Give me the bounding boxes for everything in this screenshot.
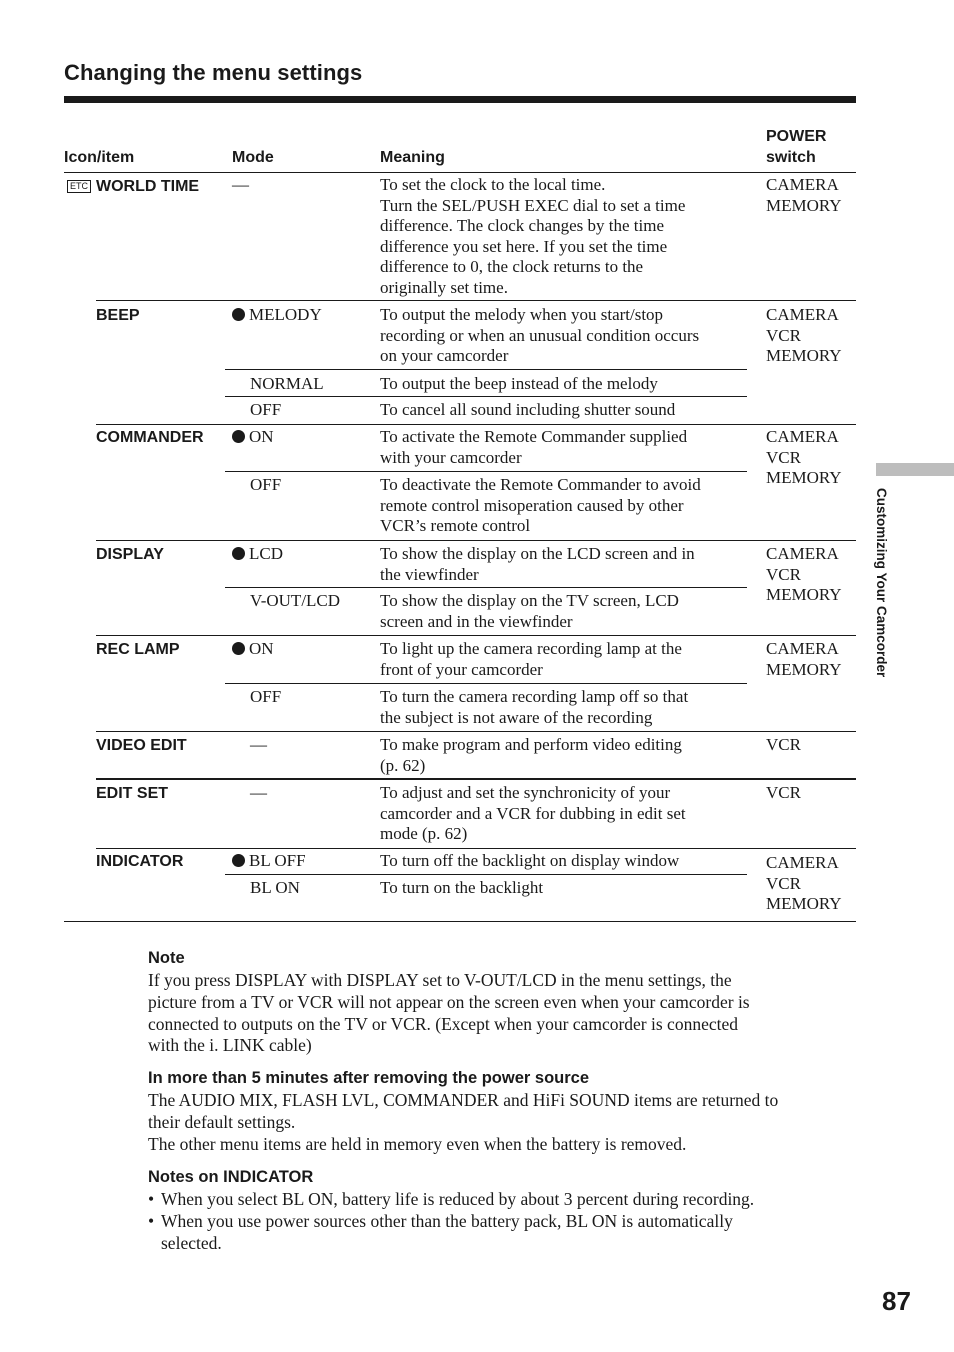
mode-value: ON (232, 639, 274, 660)
mode-value: LCD (232, 544, 283, 565)
power-switch: CAMERA VCR MEMORY (766, 853, 842, 914)
header-meaning: Meaning (380, 149, 445, 166)
mode-value: — (250, 735, 267, 754)
page-title: Changing the menu settings (64, 60, 363, 85)
row-divider (96, 635, 856, 636)
row-divider (96, 300, 856, 301)
power-switch: CAMERA VCR MEMORY (766, 305, 842, 366)
indicator-notes-heading: Notes on INDICATOR (148, 1168, 314, 1186)
side-tab-bar (876, 463, 954, 476)
header-switch: switch (766, 149, 816, 166)
default-bullet-icon (232, 642, 245, 655)
title-rule (64, 96, 856, 103)
meaning-text: To activate the Remote Commander supplied with your camcorder (380, 427, 688, 467)
item-label: WORLD TIME (96, 178, 200, 195)
item-commander: COMMANDER (96, 429, 204, 446)
power-switch: VCR (766, 783, 801, 802)
meaning-text: To turn off the backlight on display window (380, 851, 680, 870)
power-source-body: The AUDIO MIX, FLASH LVL, COMMANDER and HiFi SOUND items are returned to their default settings. The other menu items are held in memory even when the battery is removed. (148, 1090, 779, 1154)
note-body: If you press DISPLAY with DISPLAY set to V-OUT/LCD in the menu settings, the picture from a TV or VCR will not appear on the screen even when your camcorder is connected to outputs on the TV or VCR. (Except when your camcorder is connected with the i. LINK cable) (148, 970, 750, 1056)
default-bullet-icon (232, 308, 245, 321)
mode-value: — (232, 175, 249, 194)
item-beep: BEEP (96, 307, 140, 324)
header-power: POWER (766, 128, 827, 145)
meaning-text: To show the display on the LCD screen and in the viewfinder (380, 544, 695, 584)
item-rec-lamp: REC LAMP (96, 641, 180, 658)
row-divider (96, 778, 856, 780)
mode-value: BL OFF (232, 851, 306, 872)
sub-divider (225, 683, 747, 684)
power-switch: VCR (766, 735, 801, 754)
meaning-text: To output the beep instead of the melody (380, 374, 658, 393)
power-source-heading: In more than 5 minutes after removing the power source (148, 1069, 590, 1087)
sub-divider (225, 471, 747, 472)
power-switch: CAMERA VCR MEMORY (766, 427, 842, 488)
mode-value: NORMAL (250, 374, 324, 393)
default-bullet-icon (232, 854, 245, 867)
header-rule (64, 172, 856, 173)
sub-divider (225, 396, 747, 397)
sub-divider (225, 369, 747, 370)
default-bullet-icon (232, 430, 245, 443)
list-item: When you select BL ON, battery life is reduced by about 3 percent during recording. (161, 1189, 755, 1209)
bullet-icon: • (148, 1189, 155, 1209)
meaning-text: To output the melody when you start/stop recording or when an unusual condition occurs on your camcorder (380, 305, 700, 366)
meaning-text: To turn on the backlight (380, 878, 544, 897)
mode-value: MELODY (232, 305, 322, 326)
mode-value: V-OUT/LCD (250, 591, 341, 610)
row-divider (96, 424, 856, 425)
table-bottom-rule (64, 921, 856, 922)
item-world-time (67, 177, 199, 197)
mode-value: OFF (250, 475, 282, 494)
bullet-icon: • (148, 1211, 155, 1231)
mode-value: OFF (250, 400, 282, 419)
item-video-edit: VIDEO EDIT (96, 737, 187, 754)
sub-divider (225, 874, 747, 875)
sub-divider (225, 587, 747, 588)
mode-value: BL ON (250, 878, 300, 897)
meaning-text: To set the clock to the local time. Turn the SEL/PUSH EXEC dial to set a time difference. The clock changes by the time difference you set here. If you set the time difference to 0, the clock returns to the originally set time. (380, 175, 686, 297)
note-heading: Note (148, 949, 185, 967)
meaning-text: To cancel all sound including shutter sound (380, 400, 676, 419)
row-divider (96, 540, 856, 541)
meaning-text: To turn the camera recording lamp off so that the subject is not aware of the recording (380, 687, 689, 727)
row-divider (96, 731, 856, 732)
power-switch: CAMERA MEMORY (766, 639, 842, 679)
item-display: DISPLAY (96, 546, 164, 563)
mode-value: OFF (250, 687, 282, 706)
etc-icon: ETC (67, 180, 91, 193)
header-icon-item: Icon/item (64, 149, 135, 166)
mode-value: — (250, 783, 267, 802)
row-divider (96, 848, 856, 849)
item-edit-set: EDIT SET (96, 785, 169, 802)
header-mode: Mode (232, 149, 274, 166)
page-number: 87 (882, 1286, 911, 1316)
meaning-text: To show the display on the TV screen, LCD screen and in the viewfinder (380, 591, 679, 631)
power-switch: CAMERA MEMORY (766, 175, 842, 215)
meaning-text: To light up the camera recording lamp at the front of your camcorder (380, 639, 682, 679)
meaning-text: To deactivate the Remote Commander to avoid remote control misoperation caused by other VCR’s remote control (380, 475, 701, 536)
default-bullet-icon (232, 547, 245, 560)
mode-value: ON (232, 427, 274, 448)
list-item: When you use power sources other than the battery pack, BL ON is automatically selected. (161, 1211, 733, 1253)
meaning-text: To make program and perform video editing (p. 62) (380, 735, 682, 775)
power-switch: CAMERA VCR MEMORY (766, 544, 842, 605)
meaning-text: To adjust and set the synchronicity of your camcorder and a VCR for dubbing in edit set mode (p. 62) (380, 783, 686, 844)
item-indicator: INDICATOR (96, 853, 184, 870)
side-tab-text: Customizing Your Camcorder (874, 488, 889, 678)
